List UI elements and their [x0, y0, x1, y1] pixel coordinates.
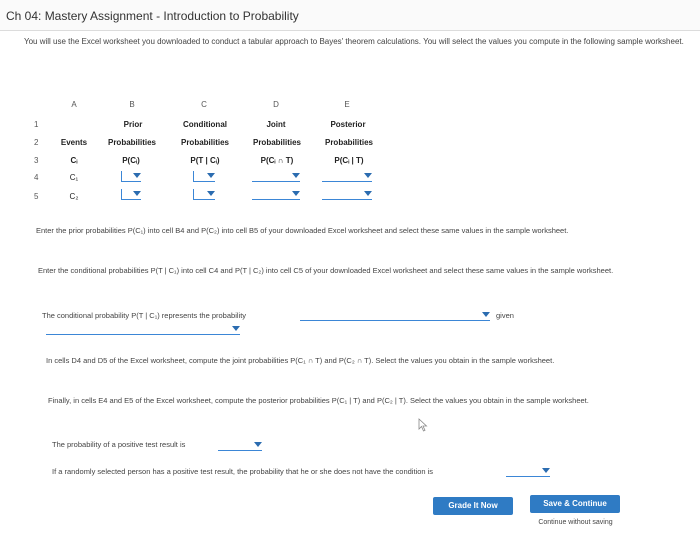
question-positive-test: The probability of a positive test result is	[52, 440, 186, 449]
header-prior-probabilities: Probabilities	[107, 138, 156, 147]
column-header-e: E	[344, 100, 350, 109]
label-ci: Cᵢ	[70, 156, 78, 165]
instruction-joint: In cells D4 and D5 of the Excel worksheet, compute the joint probabilities P(C₁ ∩ T) and P(C₂ ∩ T). Select the values you obtain in the sample worksheet.	[46, 356, 555, 365]
column-header-c: C	[201, 100, 207, 109]
header-events: Events	[60, 138, 88, 147]
column-header-a: A	[71, 100, 77, 109]
chevron-down-icon	[207, 191, 215, 196]
header-prior: Prior	[123, 120, 143, 129]
e5-dropdown[interactable]	[322, 189, 372, 200]
e4-dropdown[interactable]	[322, 171, 372, 182]
represents-dropdown-1[interactable]	[300, 310, 490, 321]
save-continue-button[interactable]: Save & Continue	[530, 495, 620, 513]
chevron-down-icon	[232, 326, 240, 331]
instruction-prior: Enter the prior probabilities P(C₁) into cell B4 and P(C₂) into cell B5 of your downloaded Excel worksheet and select these same values in the sample worksheet.	[36, 226, 569, 235]
c4-dropdown[interactable]	[193, 171, 215, 182]
instruction-conditional: Enter the conditional probabilities P(T | C₁) into cell C4 and P(T | C₂) into cell C5 of your downloaded Excel worksheet and select these same values in the sample worksheet.	[38, 266, 614, 275]
row-header-4: 4	[34, 173, 39, 182]
b5-dropdown[interactable]	[121, 189, 141, 200]
label-p-ci: P(Cᵢ)	[122, 156, 140, 165]
row-header-2: 2	[34, 138, 39, 147]
header-joint-probabilities: Probabilities	[252, 138, 301, 147]
header-posterior-probabilities: Probabilities	[324, 138, 373, 147]
row-header-3: 3	[34, 156, 39, 165]
c5-dropdown[interactable]	[193, 189, 215, 200]
chevron-down-icon	[482, 312, 490, 317]
d4-dropdown[interactable]	[252, 171, 300, 182]
chevron-down-icon	[254, 442, 262, 447]
chevron-down-icon	[364, 173, 372, 178]
mouse-cursor-icon	[418, 418, 428, 432]
b4-dropdown[interactable]	[121, 171, 141, 182]
chevron-down-icon	[364, 191, 372, 196]
title-bar	[0, 0, 700, 31]
header-posterior: Posterior	[330, 120, 366, 129]
chevron-down-icon	[292, 173, 300, 178]
question-conditional-represents: The conditional probability P(T | C₁) represents the probability	[42, 311, 247, 320]
instruction-posterior: Finally, in cells E4 and E5 of the Excel worksheet, compute the posterior probabilities P(C₁ | T) and P(C₂ | T). Select the values you obtain in the sample worksheet.	[48, 396, 589, 405]
given-dropdown[interactable]	[46, 324, 240, 335]
d5-dropdown[interactable]	[252, 189, 300, 200]
column-header-b: B	[129, 100, 135, 109]
chevron-down-icon	[207, 173, 215, 178]
sample-worksheet	[30, 100, 390, 210]
row-header-5: 5	[34, 192, 39, 201]
row-header-1: 1	[34, 120, 39, 129]
header-joint: Joint	[266, 120, 286, 129]
grade-it-now-button[interactable]: Grade It Now	[433, 497, 513, 515]
header-conditional-probabilities: Probabilities	[180, 138, 229, 147]
chevron-down-icon	[133, 191, 141, 196]
header-conditional: Conditional	[183, 120, 227, 129]
column-header-d: D	[273, 100, 279, 109]
label-p-ci-and-t: P(Cᵢ ∩ T)	[260, 156, 294, 165]
intro-text: You will use the Excel worksheet you downloaded to conduct a tabular approach to Bayes' theorem calculations. You will select the values you compute in the following sample worksheet.	[24, 37, 684, 46]
positive-test-dropdown[interactable]	[218, 440, 262, 451]
chevron-down-icon	[542, 468, 550, 473]
page-title: Ch 04: Mastery Assignment - Introduction to Probability	[6, 9, 299, 23]
event-c1: C₁	[69, 173, 79, 182]
continue-without-saving-link[interactable]: Continue without saving	[538, 519, 613, 526]
question-no-condition: If a randomly selected person has a positive test result, the probability that he or she does not have the condition is	[52, 467, 434, 476]
given-label: given	[496, 311, 514, 320]
chevron-down-icon	[133, 173, 141, 178]
no-condition-dropdown[interactable]	[506, 466, 550, 477]
label-p-t-given-ci: P(T | Cᵢ)	[190, 156, 220, 165]
chevron-down-icon	[292, 191, 300, 196]
event-c2: C₂	[69, 192, 79, 201]
label-p-ci-given-t: P(Cᵢ | T)	[334, 156, 364, 165]
